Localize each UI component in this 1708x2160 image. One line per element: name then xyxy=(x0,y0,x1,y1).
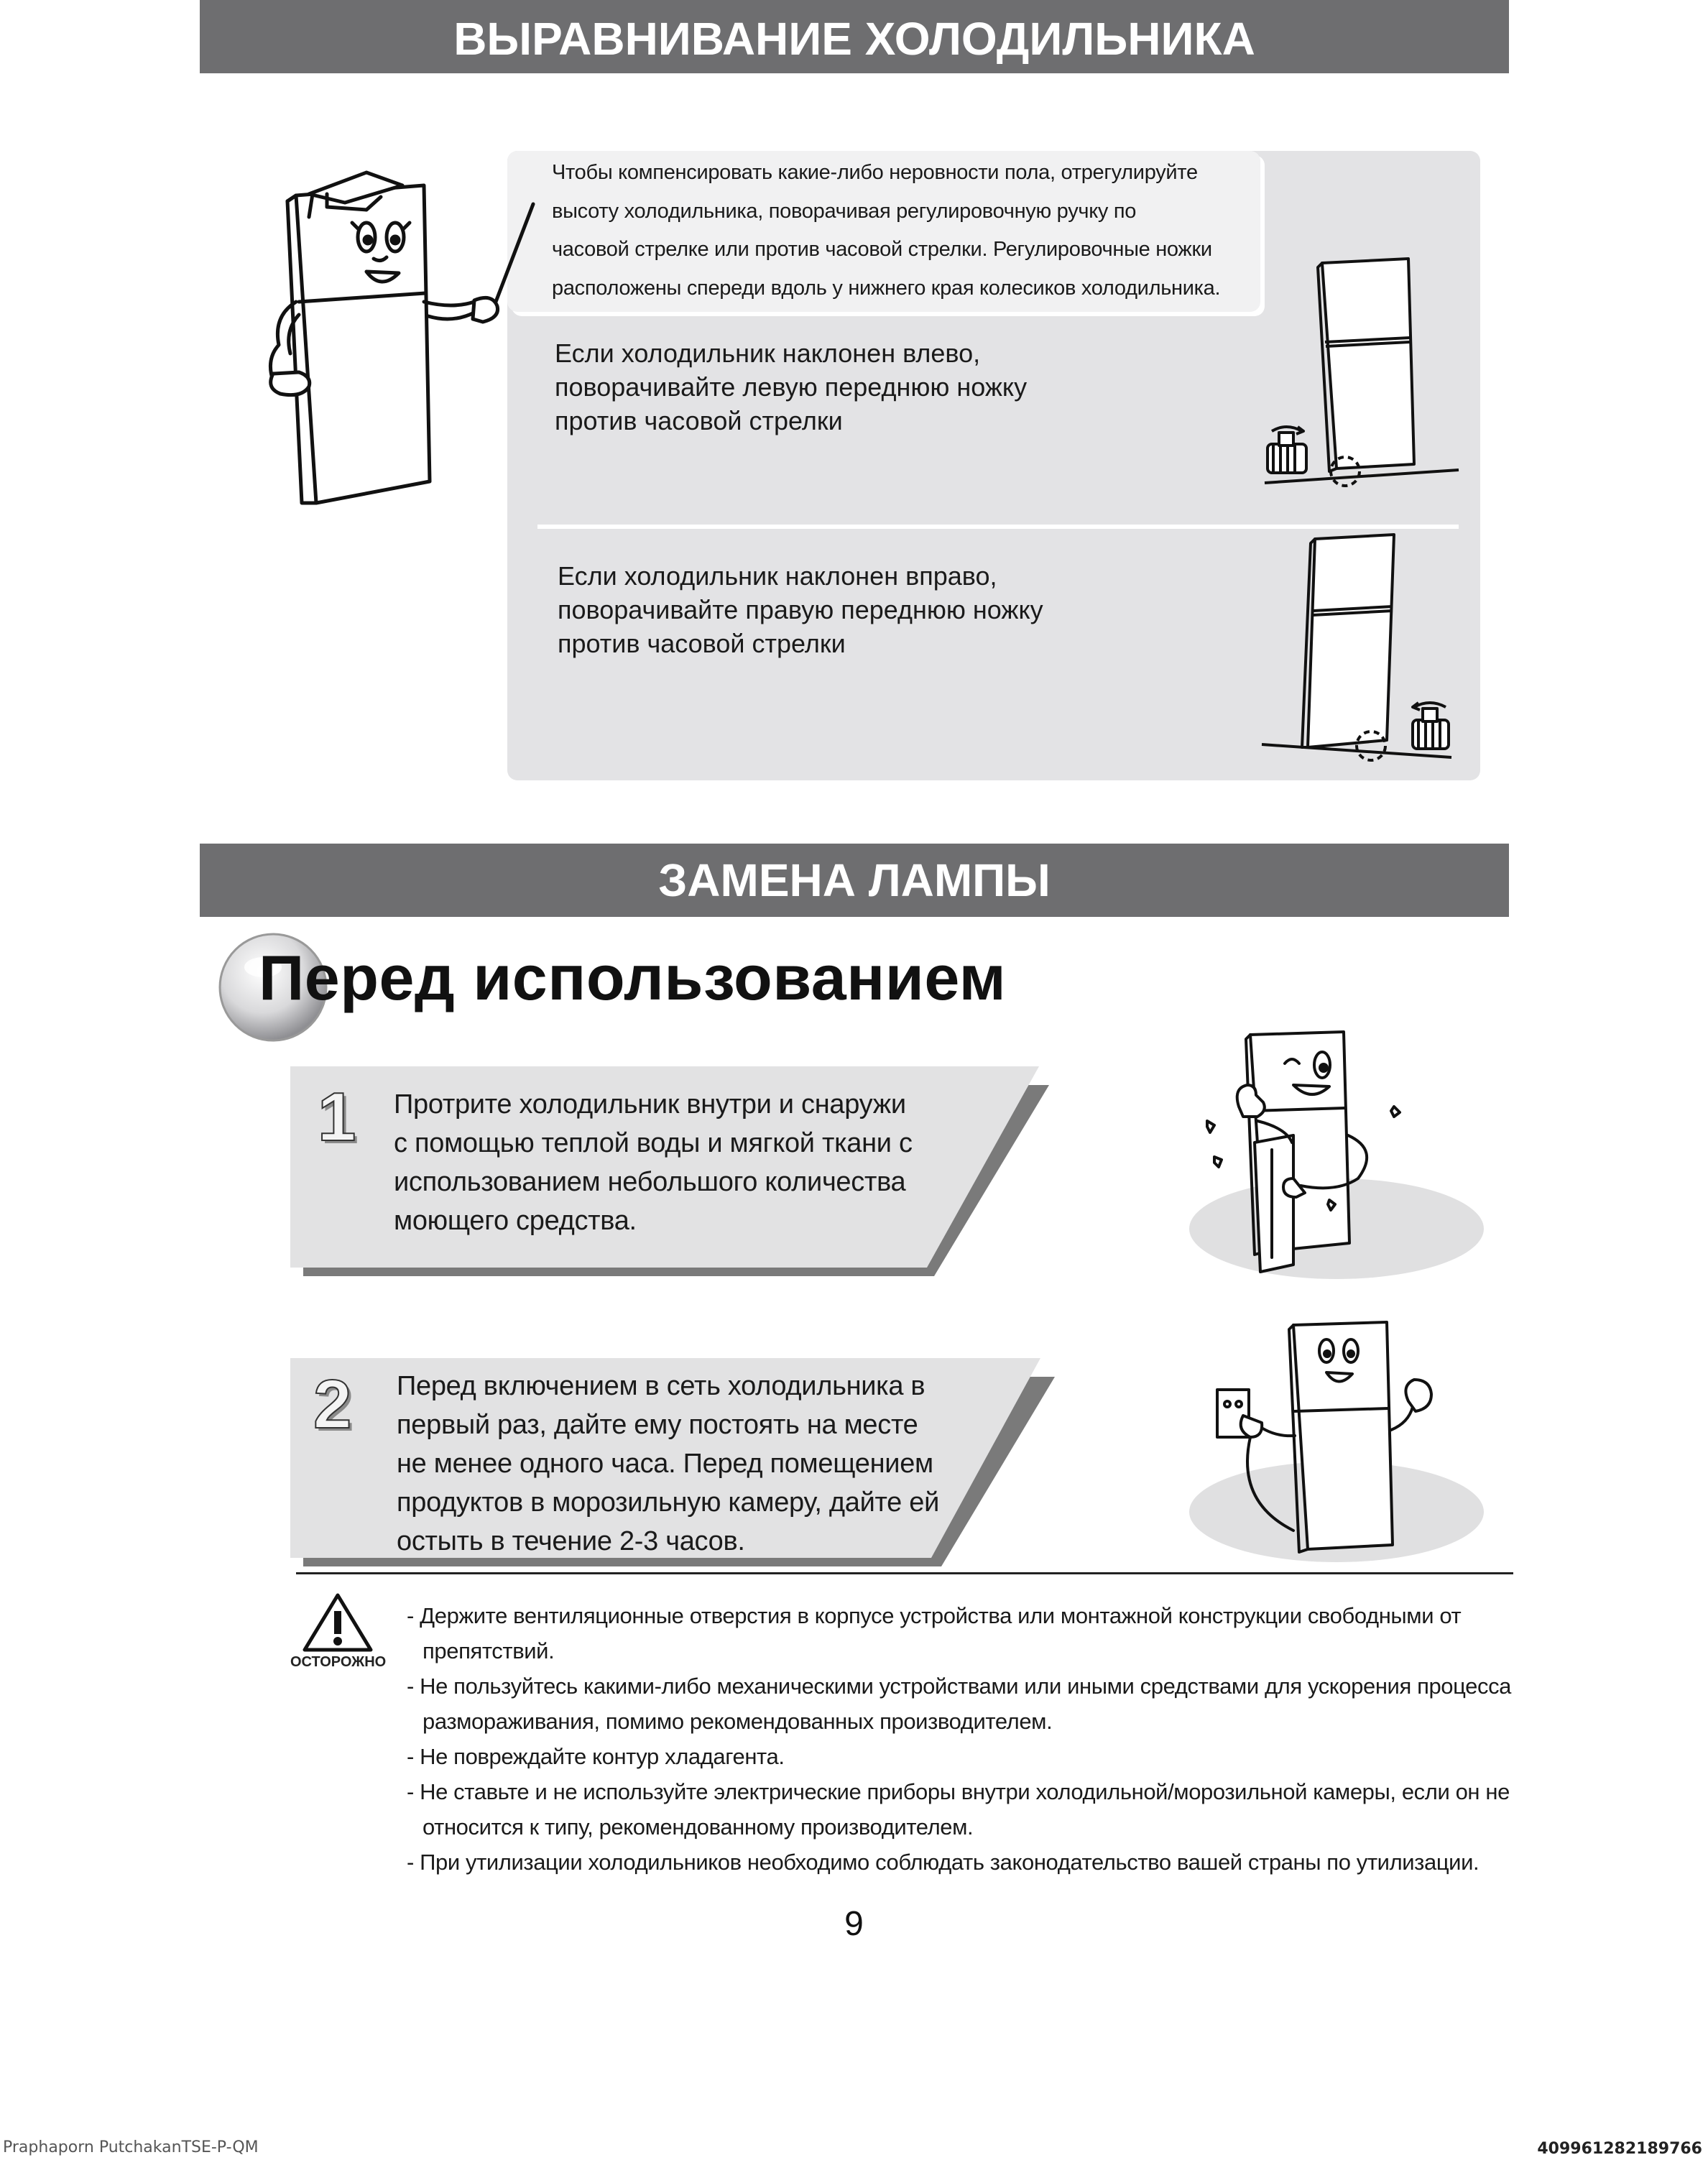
step2-line: продуктов в морозильную камеру, дайте ей xyxy=(397,1487,940,1518)
step1-line: Протрите холодильник внутри и снаружи xyxy=(394,1089,906,1120)
teacher-fridge-mascot-icon xyxy=(259,165,546,510)
caution-item: - Держите вентиляционные отверстия в корпусе устройства или монтажной конструкции свободными от препятствий. xyxy=(407,1603,1462,1663)
cleaning-fridge-mascot-icon xyxy=(1186,1028,1495,1286)
step2-line: первый раз, дайте ему постоять на месте xyxy=(397,1410,918,1440)
page-number: 9 xyxy=(844,1905,864,1943)
tilt-left-instruction xyxy=(555,336,1058,438)
footer-code: 409961282189766 xyxy=(1537,2140,1702,2158)
step2-line: Перед включением в сеть холодильника в xyxy=(397,1371,925,1401)
caution-triangle-icon xyxy=(302,1592,374,1653)
step1-text xyxy=(394,1085,969,1240)
lamp-section-title: ЗАМЕНА ЛАМПЫ xyxy=(200,844,1509,917)
caution-item: - Не ставьте и не используйте электрические приборы внутри холодильной/морозильной камеры, если он не относится к типу, рекомендованному производителем. xyxy=(407,1779,1510,1840)
tilt-right-line: Если холодильник наклонен вправо, xyxy=(558,561,997,591)
step1-line: моющего средства. xyxy=(394,1206,637,1236)
intro-line: высоту холодильника, поворачивая регулировочную ручку по xyxy=(552,199,1137,223)
tilt-left-line: поворачивайте левую переднюю ножку xyxy=(555,372,1028,402)
tilted-left-fridge-icon xyxy=(1257,256,1466,493)
leveling-divider xyxy=(537,525,1459,529)
tilt-right-line: против часовой стрелки xyxy=(558,629,846,658)
intro-line: расположены спереди вдоль у нижнего края колесиков холодильника. xyxy=(552,276,1221,300)
step1-number: 1 xyxy=(318,1079,356,1155)
tilt-left-line: Если холодильник наклонен влево, xyxy=(555,338,981,368)
step2-text xyxy=(397,1367,971,1561)
caution-divider xyxy=(296,1572,1513,1574)
step2-number: 2 xyxy=(313,1366,352,1443)
caution-item: - Не пользуйтесь какими-либо механическими устройствами или иными средствами для ускорения процесса размораживания, помимо рекомендованных производителем. xyxy=(407,1674,1512,1734)
tilt-right-line: поворачивайте правую переднюю ножку xyxy=(558,595,1043,624)
step1-line: использованием небольшого количества xyxy=(394,1167,906,1197)
caution-item: - При утилизации холодильников необходимо соблюдать законодательство вашей страны по утилизации. xyxy=(407,1850,1480,1875)
caution-item: - Не повреждайте контур хладагента. xyxy=(407,1744,785,1769)
step2-line: не менее одного часа. Перед помещением xyxy=(397,1449,933,1479)
plug-fridge-mascot-icon xyxy=(1186,1315,1495,1574)
caution-list xyxy=(407,1598,1513,1880)
step1-line: с помощью теплой воды и мягкой ткани с xyxy=(394,1128,913,1158)
intro-line: часовой стрелке или против часовой стрелки. Регулировочные ножки xyxy=(552,238,1212,261)
tilt-left-line: против часовой стрелки xyxy=(555,406,843,435)
leveling-section-title: ВЫРАВНИВАНИЕ ХОЛОДИЛЬНИКА xyxy=(200,0,1509,73)
before-use-title: Перед использованием xyxy=(259,942,1007,1013)
step2-line: остыть в течение 2-3 часов. xyxy=(397,1526,745,1556)
tilt-right-instruction xyxy=(558,559,1089,660)
tilted-right-fridge-icon xyxy=(1257,532,1466,769)
footer-author: Praphaporn PutchakanTSE-P-QM xyxy=(3,2138,259,2156)
caution-label: ОСТОРОЖНО xyxy=(290,1654,387,1670)
intro-line: Чтобы компенсировать какие-либо неровности пола, отрегулируйте xyxy=(552,161,1198,184)
leveling-intro-text xyxy=(552,154,1256,308)
